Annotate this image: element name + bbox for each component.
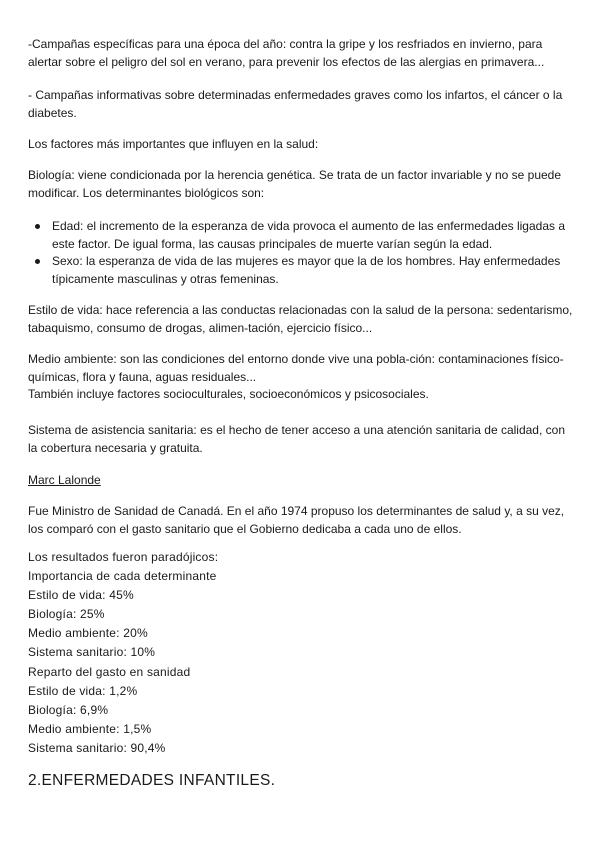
bullet-text-sexo: Sexo: la esperanza de vida de las mujeres es mayor que la de los hombres. Hay enfermedades típicamente masculinas y otras femeninas. [52,254,561,286]
list-item [28,253,574,288]
paragraph-sistema-asistencia: Sistema de asistencia sanitaria: es el hecho de tener acceso a una atención sanitaria de calidad, con la cobertura necesaria y gratuita. [28,423,565,455]
results-list [28,548,574,758]
paragraph-estilo-vida: Estilo de vida: hace referencia a las conductas relacionadas con la salud de la persona: sedentarismo, tabaquismo, consumo de drogas, alimen-tación, ejercicio físico... [28,303,573,335]
paragraph-fue-ministro: Fue Ministro de Sanidad de Canadá. En el año 1974 propuso los determinantes de salud y, a su vez, los comparó con el gasto sanitario que el Gobierno dedicaba a cada uno de ellos. [28,504,565,536]
results-line: Reparto del gasto en sanidad [28,664,191,679]
bullet-text-edad: Edad: el incremento de la esperanza de vida provoca el aumento de las enfermedades ligadas a este factor. De igual forma, las causas principales de muerte varían según la edad. [52,219,565,251]
results-line: Importancia de cada determinante [28,569,217,584]
paragraph-medio-ambiente-2: También incluye factores socioculturales, socioeconómicos y psicosociales. [28,387,429,401]
results-line: Estilo de vida: 45% [28,588,134,603]
link-marc-lalonde[interactable]: Marc Lalonde [28,473,101,487]
paragraph-campanas-informativas: - Campañas informativas sobre determinadas enfermedades graves como los infartos, el cáncer o la diabetes. [28,88,563,120]
results-line: Sistema sanitario: 10% [28,645,156,660]
bullet-dot-icon [35,259,40,264]
results-line: Estilo de vida: 1,2% [28,683,138,698]
results-line: Biología: 25% [28,607,105,622]
results-line: Medio ambiente: 1,5% [28,721,152,736]
list-item [28,218,574,253]
results-line: Medio ambiente: 20% [28,626,148,641]
results-line: Biología: 6,9% [28,702,109,717]
paragraph-biologia: Biología: viene condicionada por la herencia genética. Se trata de un factor invariable y no se puede modificar. Los determinantes biológicos son: [28,168,562,200]
paragraph-factores-intro: Los factores más importantes que influyen en la salud: [28,137,319,151]
paragraph-campanas-epoca: -Campañas específicas para una época del año: contra la gripe y los resfriados en invierno, para alertar sobre el peligro del sol en verano, para prevenir los efectos de las alergias en primavera... [28,37,545,69]
section-heading: 2.ENFERMEDADES INFANTILES. [28,772,276,789]
bullet-dot-icon [35,224,40,229]
results-line: Sistema sanitario: 90,4% [28,740,166,755]
bullet-list-determinantes [28,218,574,288]
results-line: Los resultados fueron paradójicos: [28,550,219,564]
paragraph-medio-ambiente: Medio ambiente: son las condiciones del entorno donde vive una pobla-ción: contaminaciones físico-químicas, flora y fauna, aguas residuales... [28,352,564,384]
